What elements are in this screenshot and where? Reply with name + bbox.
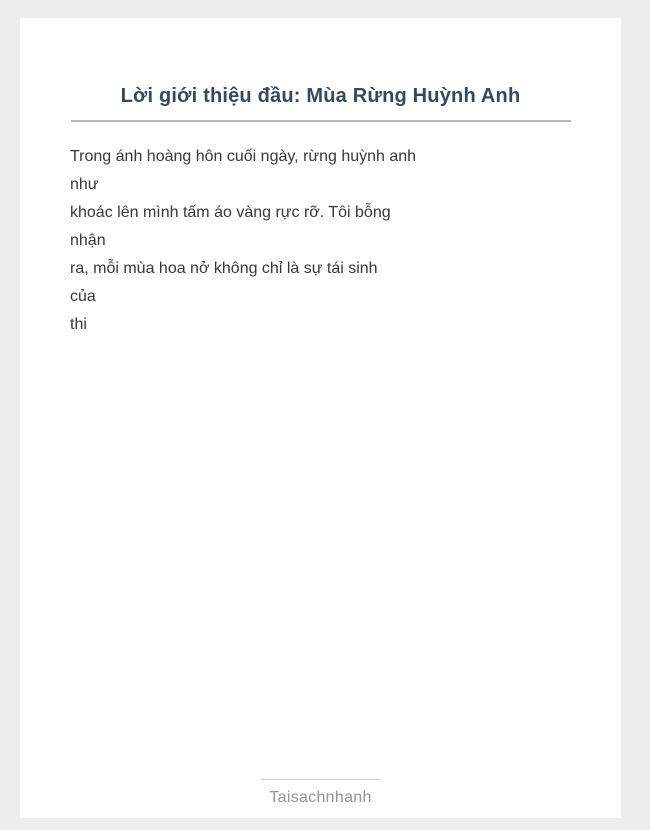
footer-brand: Taisachnhanh xyxy=(269,789,372,806)
page-footer xyxy=(20,779,621,808)
text-line: ra, mỗi mùa hoa nở không chỉ là sự tái sinh xyxy=(70,260,378,277)
title-divider xyxy=(71,120,571,122)
text-line: khoác lên mình tấm áo vàng rực rỡ. Tôi bỗng xyxy=(70,204,391,221)
text-line: nhận xyxy=(70,232,106,249)
document-page xyxy=(20,18,621,818)
text-line: Trong ánh hoàng hôn cuối ngày, rừng huỳnh anh xyxy=(70,148,417,165)
footer-divider xyxy=(261,779,381,780)
body-text xyxy=(70,143,550,339)
page-title: Lời giới thiệu đầu: Mùa Rừng Huỳnh Anh xyxy=(120,85,521,107)
text-line: của xyxy=(70,288,96,305)
text-line: như xyxy=(70,176,99,193)
text-line: thi xyxy=(70,316,87,333)
